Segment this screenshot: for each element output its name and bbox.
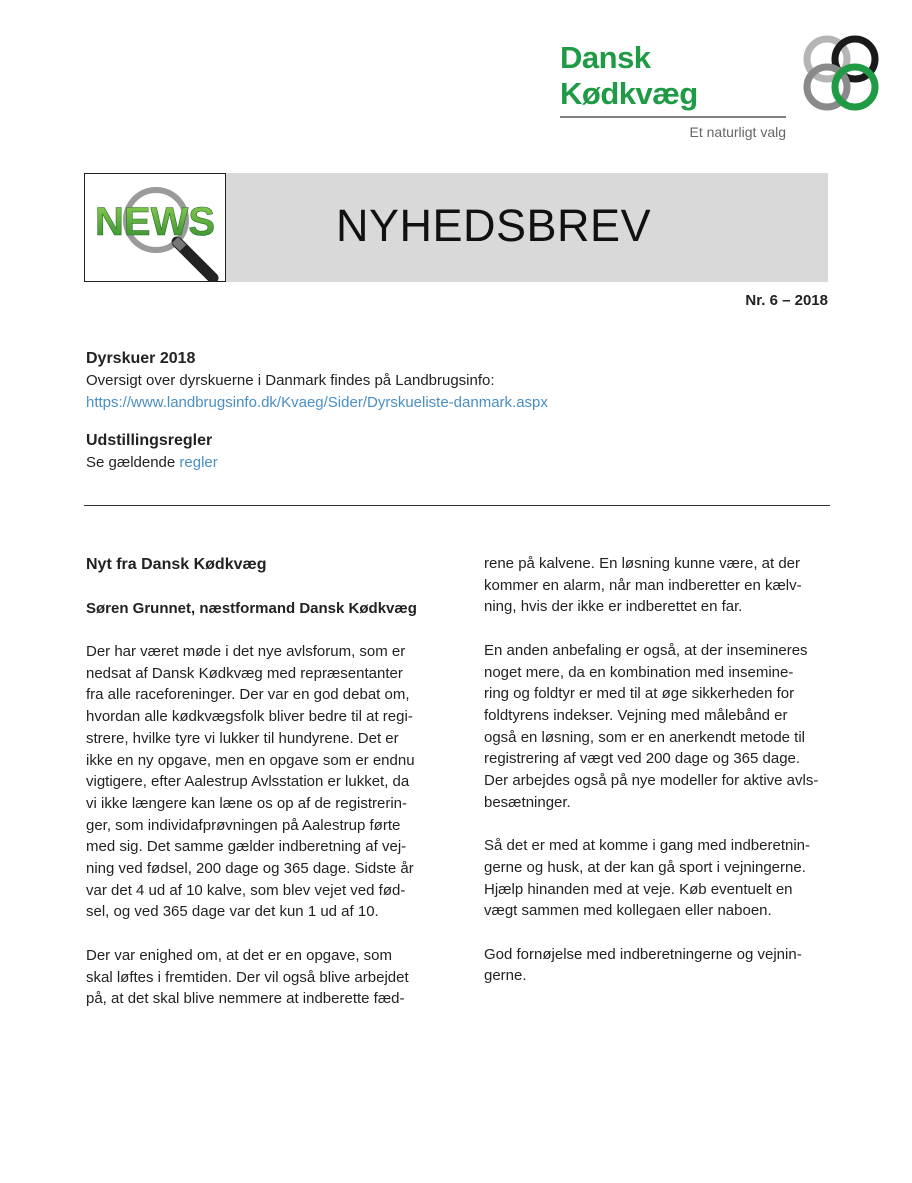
text-line: God fornøjelse med indberetningerne og vejnin- xyxy=(484,945,802,963)
text-line: En anden anbefaling er også, at der insemineres xyxy=(484,641,808,659)
news-word: NEWS xyxy=(95,200,215,244)
article-paragraph xyxy=(86,641,431,923)
news-logo xyxy=(84,173,226,282)
text-line: Der har været møde i det nye avlsforum, som er xyxy=(86,643,406,660)
regler-link[interactable]: regler xyxy=(179,454,218,471)
text-line: vægt sammen med kollegaen eller naboen. xyxy=(484,902,772,920)
brand-tagline: Et naturligt valg xyxy=(689,124,786,140)
article-paragraph xyxy=(484,835,829,922)
text-line: Så det er med at komme i gang med indberetnin- xyxy=(484,837,811,855)
newsletter-title: NYHEDSBREV xyxy=(336,200,652,251)
issue-number: Nr. 6 – 2018 xyxy=(745,292,828,309)
text-line: Der arbejdes også på nye modeller for aktive avls- xyxy=(484,772,819,790)
article-title: Nyt fra Dansk Kødkvæg xyxy=(86,556,267,573)
text-line: vigtigere, efter Aalestrup Avlsstation er lukket, da xyxy=(86,773,410,791)
text-line: også en løsning, som er en anerkendt metode til xyxy=(484,728,806,746)
section-divider xyxy=(84,505,830,506)
article-paragraph xyxy=(484,553,829,618)
article-right-column xyxy=(484,553,829,1009)
notice-udstillingsregler xyxy=(86,430,826,474)
article-paragraph xyxy=(484,640,829,814)
text-line: ring og foldtyr er med til at øge sikkerheden for xyxy=(484,685,795,703)
article-paragraph xyxy=(484,944,829,987)
notice-text: Oversigt over dyrskuerne i Danmark findes på Landbrugsinfo: xyxy=(86,372,495,389)
brand-rule xyxy=(560,116,786,118)
text-line: fra alle raceforeninger. Der var en god debat om, xyxy=(86,686,410,704)
notice-heading: Dyrskuer 2018 xyxy=(86,350,196,367)
text-line: hvordan alle kødkvægsfolk bliver bedre til at regi- xyxy=(86,708,413,726)
text-line: ger, som individafprøvningen på Aalestrup førte xyxy=(86,816,401,834)
article-byline: Søren Grunnet, næstformand Dansk Kødkvæg xyxy=(86,600,417,617)
rings-logo-icon xyxy=(800,32,884,116)
news-magnifier-icon xyxy=(85,174,225,281)
brand-name: Dansk Kødkvæg xyxy=(560,40,698,111)
text-line: gerne og husk, at der kan gå sport i vejningerne. xyxy=(484,858,806,876)
text-line: Der var enighed om, at det er en opgave, som xyxy=(86,946,393,964)
text-line: med sig. Det samme gælder indberetning af vej- xyxy=(86,838,407,856)
landbrugsinfo-link[interactable]: https://www.landbrugsinfo.dk/Kvaeg/Sider/Dyrskueliste-danmark.aspx xyxy=(86,394,548,411)
text-line: nedsat af Dansk Kødkvæg med repræsentanter xyxy=(86,664,403,682)
notice-heading: Udstillingsregler xyxy=(86,432,213,449)
text-line: vi ikke længere kan læne os op af de registrerin- xyxy=(86,794,407,812)
article-left-column xyxy=(86,553,431,1032)
text-line: registrering af vægt ved 200 dage og 365 dage. xyxy=(484,750,801,768)
text-line: var det 4 ud af 10 kalve, som blev vejet ved fød- xyxy=(86,881,406,899)
text-line: noget mere, da en kombination med insemine- xyxy=(484,663,794,681)
text-line: på, at det skal blive nemmere at indberette fæd- xyxy=(86,990,405,1008)
text-line: sel, og ved 365 dage var det kun 1 ud af 10. xyxy=(86,903,379,921)
text-line: ning ved fødsel, 200 dage og 365 dage. Sidste år xyxy=(86,860,414,878)
text-line: kommer en alarm, når man indberetter en kælv- xyxy=(484,576,802,594)
notice-text: Se gældende xyxy=(86,454,176,471)
article-paragraph xyxy=(86,945,431,1010)
notice-dyrskuer xyxy=(86,348,826,414)
text-line: ning, hvis der ikke er indberettet en far. xyxy=(484,598,743,616)
text-line: besætninger. xyxy=(484,793,571,811)
text-line: rene på kalvene. En løsning kunne være, at der xyxy=(484,555,801,572)
text-line: strere, hvilke tyre vi lukker til hundyrene. Det er xyxy=(86,729,399,747)
text-line: foldtyrens indekser. Vejning med målebånd er xyxy=(484,706,788,724)
text-line: skal løftes i fremtiden. Der vil også blive arbejdet xyxy=(86,968,409,986)
brand-logo xyxy=(560,40,790,140)
text-line: ikke en ny opgave, men en opgave som er endnu xyxy=(86,751,415,769)
text-line: Hjælp hinanden med at veje. Køb eventuelt en xyxy=(484,880,793,898)
text-line: gerne. xyxy=(484,967,527,985)
